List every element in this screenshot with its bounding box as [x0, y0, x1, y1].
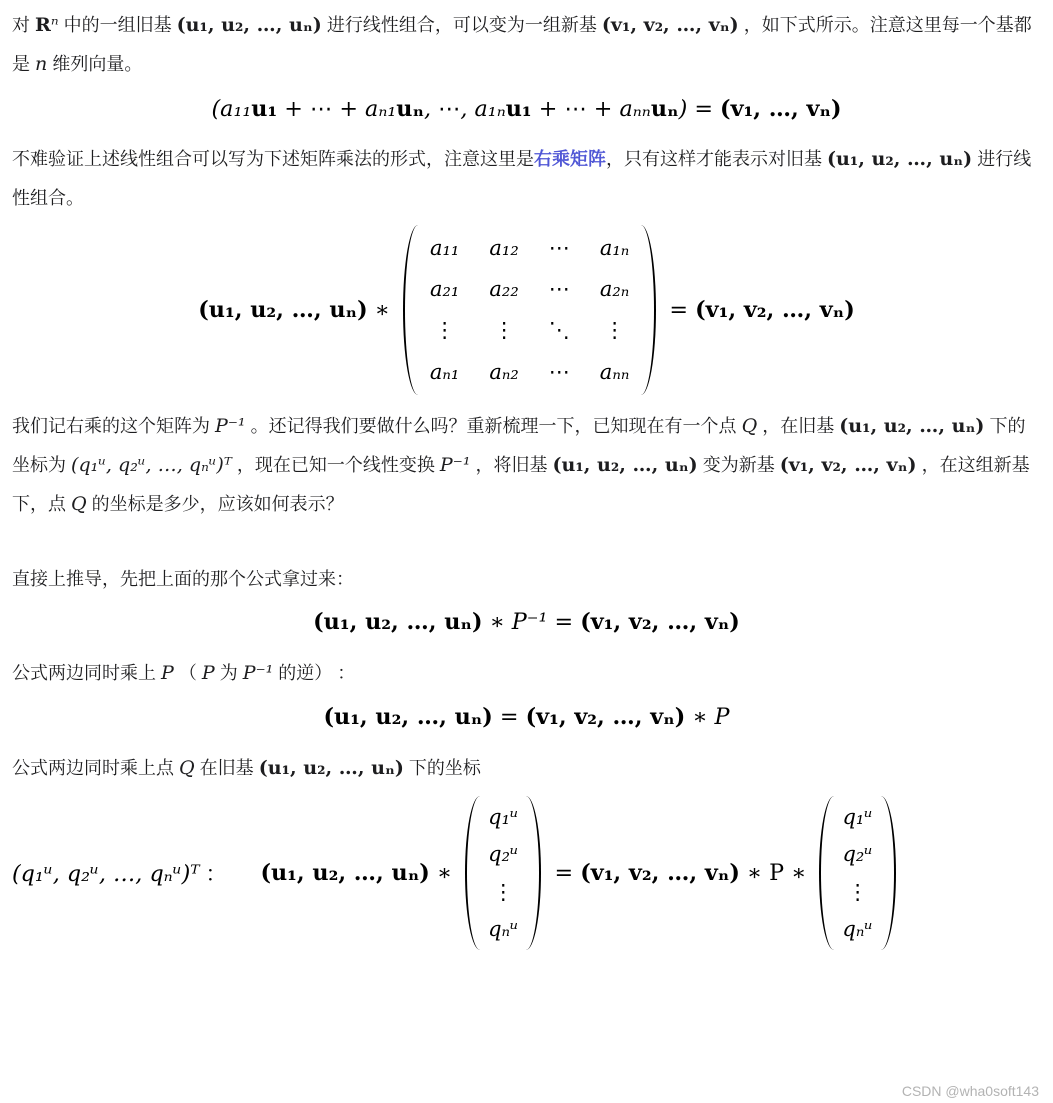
formula-inverse [12, 699, 1041, 737]
math-run: ∗ P [685, 703, 730, 730]
right-paren-icon [526, 796, 541, 950]
math-run: Q [741, 414, 758, 437]
text-run: 。还记得我们要做什么吗？重新梳理一下，已知现在有一个点 [245, 415, 742, 436]
highlighted-term: 右乘矩阵 [534, 149, 606, 170]
math-run: (u₁, u₂, …, uₙ) [258, 756, 404, 779]
text-run: 下的坐标为 [12, 415, 1026, 476]
matrix-cell: a₂ₙ [599, 277, 630, 302]
math-run: ) = [678, 95, 721, 122]
text-run: 的逆） ： [273, 662, 356, 683]
text-run: 维列向量。 [47, 54, 143, 75]
matrix-cell: ⋮ [493, 318, 515, 343]
math-run: P [201, 661, 215, 684]
left-paren-icon [465, 796, 480, 950]
math-run: (u₁, u₂, …, uₙ) [323, 703, 493, 730]
matrix-cell: a₁₁ [429, 235, 460, 260]
math-run: uₙ [650, 95, 679, 122]
math-run: (u₁, u₂, …, uₙ) [198, 296, 368, 323]
matrix-cell: ⋯ [548, 277, 570, 302]
formula-final-lhs [260, 860, 459, 886]
math-run: (u₁, u₂, …, uₙ) [313, 608, 483, 635]
vector-cell: qₙᵘ [488, 916, 519, 941]
math-run: (q₁ᵘ, q₂ᵘ, …, qₙᵘ)ᵀ [71, 454, 232, 477]
matrix-grid [418, 225, 641, 395]
vector-cell: ⋮ [847, 879, 869, 904]
column-vector-q [465, 796, 541, 950]
math-run: + ⋯ + aₙ₁ [277, 95, 397, 122]
math-run: ∗ P⁻¹ = [482, 608, 581, 635]
text-run: 进行线性组合。 [12, 149, 1032, 208]
math-run: (v₁, v₂, …, vₙ) [580, 608, 740, 635]
matrix-cell: ⋯ [548, 235, 570, 260]
left-paren-icon [819, 796, 834, 950]
vector-cell: ⋮ [492, 879, 514, 904]
math-run: + ⋯ + aₙₙ [531, 95, 651, 122]
formula-matrix-lhs [198, 297, 397, 323]
matrix-cell: ⋯ [548, 359, 570, 384]
math-run: P⁻¹ [242, 661, 274, 684]
vector-grid [480, 796, 526, 950]
math-run: (v₁, v₂, …, vₙ) [779, 454, 917, 477]
vector-cell: q₂ᵘ [488, 842, 519, 867]
text-run: 下的坐标 [403, 757, 481, 778]
watermark: CSDN @wha0soft143 [901, 1083, 1039, 1099]
vector-cell: q₁ᵘ [488, 805, 519, 830]
math-run: (u₁, u₂, …, uₙ) [260, 860, 430, 887]
math-run: , ⋯, a₁ₙ [424, 95, 506, 122]
formula-linear-combination [12, 91, 1041, 129]
right-paren-icon [641, 225, 656, 395]
math-run: (v₁, v₂, …, vₙ) [695, 296, 855, 323]
text-run: 直接上推导，先把上面的那个公式拿过来： [12, 568, 354, 589]
math-run: (v₁, v₂, …, vₙ) [580, 860, 740, 887]
vector-grid [834, 796, 880, 950]
text-run: 进行线性组合，可以变为一组新基 [321, 15, 602, 35]
vector-cell: q₂ᵘ [842, 842, 873, 867]
vector-cell: qₙᵘ [842, 916, 873, 941]
matrix-cell: ⋱ [548, 318, 570, 343]
paragraph-multiply-q [12, 749, 1041, 788]
math-run: (u₁, u₂, …, uₙ) [552, 454, 698, 477]
paragraph-multiply-p [12, 654, 1041, 693]
matrix-cell: aₙ₁ [429, 359, 460, 384]
math-run: (u₁, u₂, …, uₙ) [839, 414, 985, 437]
matrix-cell: a₂₁ [429, 277, 460, 302]
math-run: P⁻¹ [439, 454, 471, 477]
math-run: ∗ [429, 860, 460, 887]
coords-transpose [12, 858, 226, 888]
column-vector-q-2 [819, 796, 895, 950]
text-run: ，在这组新基下，点 [12, 455, 1030, 515]
matrix-p-inverse [403, 225, 656, 395]
text-run: ，如下式所示。注意这里每一个基都是 [12, 15, 1032, 75]
math-run: (v₁, …, vₙ) [720, 95, 842, 122]
right-paren-icon [881, 796, 896, 950]
text-run: 公式两边同时乘上点 [12, 757, 180, 778]
matrix-cell: ⋮ [604, 318, 626, 343]
math-run: ∗ [739, 860, 770, 887]
math-run: (a₁₁ [211, 95, 252, 122]
text-run: ，现在已知一个线性变换 [231, 455, 440, 476]
math-run: (v₁, v₂, …, vₙ) [601, 14, 739, 36]
math-run: ∗ [367, 296, 397, 323]
math-run: ⁿ [50, 14, 59, 36]
math-run: u₁ [251, 95, 278, 122]
paragraph-recap [12, 407, 1041, 525]
math-run: = [662, 296, 696, 323]
math-run: (u₁, u₂, …, uₙ) [827, 148, 973, 171]
text-run: 公式两边同时乘上 [12, 662, 162, 683]
matrix-cell: a₁₂ [489, 235, 519, 260]
paragraph-derivation-intro [12, 561, 1041, 598]
math-run: R [35, 14, 51, 36]
matrix-cell: a₂₂ [489, 277, 519, 302]
math-run: ∗ [784, 860, 814, 887]
paragraph-intro [12, 6, 1041, 85]
matrix-cell: aₙ₂ [489, 359, 519, 384]
math-run: = [492, 703, 526, 730]
text-run: 在旧基 [194, 757, 259, 778]
matrix-cell: a₁ₙ [599, 235, 630, 260]
math-run: (q₁ᵘ, q₂ᵘ, …, qₙᵘ)ᵀ [12, 861, 200, 888]
formula-basis-change [12, 604, 1041, 642]
formula-final-mid [547, 860, 813, 886]
text-run: 变为新基 [697, 455, 780, 476]
math-run: P [161, 661, 174, 684]
formula-matrix-equation [12, 225, 1041, 395]
math-run: Q [179, 756, 195, 779]
text-run: 我们记右乘的这个矩阵为 [12, 415, 215, 436]
text-run: 的坐标是多少，应该如何表示？ [86, 494, 344, 515]
math-run: P⁻¹ [215, 414, 246, 437]
math-run: uₙ [396, 95, 424, 122]
text-run: 不难验证上述线性组合可以写为下述矩阵乘法的形式，注意这里是 [12, 149, 534, 170]
text-run: 为 [214, 662, 243, 683]
text-run: 对 [12, 15, 36, 35]
math-run: (u₁, u₂, …, uₙ) [176, 14, 322, 36]
matrix-cell: ⋮ [434, 318, 456, 343]
vector-cell: q₁ᵘ [842, 805, 873, 830]
paragraph-right-multiply [12, 140, 1041, 216]
left-paren-icon [403, 225, 418, 395]
math-run: = [547, 860, 581, 887]
text-run: （ [173, 662, 202, 683]
math-run: (v₁, v₂, …, vₙ) [525, 703, 686, 730]
text-run: ，将旧基 [470, 455, 553, 476]
formula-final-equation [12, 796, 1041, 950]
text-run: ： [199, 863, 227, 887]
text-run: ，在旧基 [757, 415, 840, 436]
text-run: 中的一组旧基 [58, 15, 177, 35]
text-run: ，只有这样才能表示对旧基 [606, 149, 827, 170]
matrix-cell: aₙₙ [599, 359, 630, 384]
math-run: P [769, 860, 785, 887]
formula-matrix-rhs [662, 297, 854, 323]
math-run: Q [71, 493, 87, 516]
math-run: n [35, 53, 48, 76]
math-run: u₁ [505, 95, 532, 122]
